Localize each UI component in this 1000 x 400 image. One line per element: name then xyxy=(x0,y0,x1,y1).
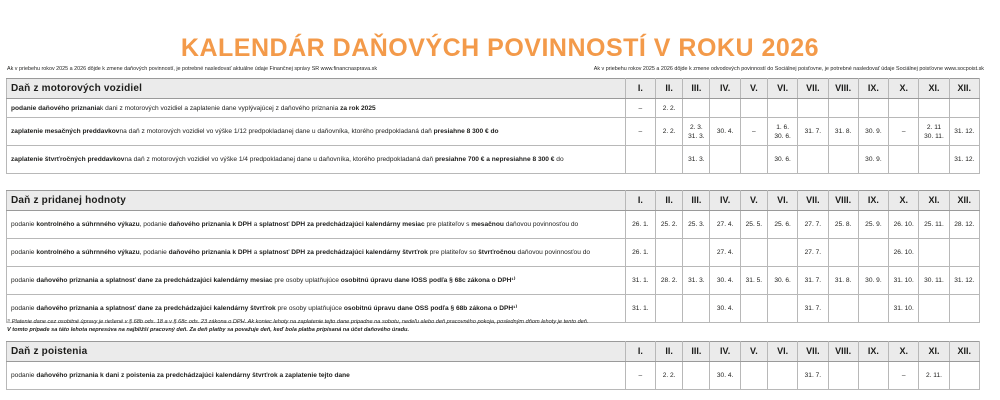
deadline-cell xyxy=(683,99,710,118)
deadline-cell xyxy=(919,99,949,118)
deadline-cell xyxy=(740,239,767,267)
financial-authority-note: Ak v priebehu rokov 2025 a 2026 dôjde k zmene daňových povinností, je potrebné nasledovať aktuálne údaje Finančnej správy SR www.financnasprava.sk xyxy=(7,66,378,72)
month-header: VII. xyxy=(798,342,828,362)
deadline-cell: 30. 4. xyxy=(710,295,740,323)
deadline-cell: 25. 3. xyxy=(683,211,710,239)
deadline-cell xyxy=(655,146,682,174)
month-header: XII. xyxy=(949,342,979,362)
deadline-cell: 30. 9. xyxy=(858,146,888,174)
deadline-cell: 31. 3. xyxy=(683,146,710,174)
deadline-cell xyxy=(858,362,888,390)
table-row xyxy=(7,362,980,390)
deadline-cell: 26. 1. xyxy=(625,239,655,267)
social-insurance-note: Ak v priebehu rokov 2025 a 2026 dôjde k zmene odvodových povinností do Sociálnej poisťovne, je potrebné nasledovať údaje Sociálnej poisťovne www.socpoist.sk xyxy=(593,66,984,72)
deadline-cell: 30. 6. xyxy=(768,267,798,295)
obligation-description: podanie daňového priznania k dani z poistenia za predchádzajúci kalendárny štvrťrok a zaplatenie tejto dane xyxy=(7,362,626,390)
deadline-cell: 30. 11. xyxy=(919,267,949,295)
deadline-cell xyxy=(710,146,740,174)
vehicle-tax-header-row xyxy=(7,79,980,99)
deadline-cell xyxy=(858,239,888,267)
deadline-cell xyxy=(710,99,740,118)
deadline-cell xyxy=(625,146,655,174)
month-header: V. xyxy=(740,342,767,362)
deadline-cell xyxy=(798,99,828,118)
obligation-description: podanie daňového priznania a splatnosť dane za predchádzajúci kalendárny mesiac pre osoby uplatňujúce osobitnú úpravu dane IOSS podľa § 68c zákona o DPH¹⁾ xyxy=(7,267,626,295)
month-header: XI. xyxy=(919,191,949,211)
month-header: IV. xyxy=(710,342,740,362)
month-header: IX. xyxy=(858,79,888,99)
deadline-cell: 31. 8. xyxy=(828,118,858,146)
deadline-cell: 27. 4. xyxy=(710,239,740,267)
section-title: Daň z poistenia xyxy=(7,342,626,362)
deadline-cell: 31. 5. xyxy=(740,267,767,295)
month-header: X. xyxy=(889,342,919,362)
deadline-cell: 2. 11 30. 11. xyxy=(919,118,949,146)
month-header: X. xyxy=(889,79,919,99)
deadline-cell xyxy=(683,295,710,323)
month-header: IX. xyxy=(858,191,888,211)
deadline-cell xyxy=(919,295,949,323)
month-header: XI. xyxy=(919,79,949,99)
deadline-cell: 2. 2. xyxy=(655,99,682,118)
month-header: VII. xyxy=(798,79,828,99)
deadline-cell xyxy=(949,239,979,267)
deadline-cell xyxy=(740,295,767,323)
table-row xyxy=(7,239,980,267)
month-header: III. xyxy=(683,342,710,362)
deadline-cell: 31. 10. xyxy=(889,267,919,295)
table-row xyxy=(7,267,980,295)
deadline-cell: 26. 10. xyxy=(889,211,919,239)
deadline-cell xyxy=(828,239,858,267)
deadline-cell: 25. 5. xyxy=(740,211,767,239)
deadline-cell xyxy=(889,146,919,174)
deadline-cell: 28. 2. xyxy=(655,267,682,295)
deadline-cell xyxy=(828,295,858,323)
month-header: IV. xyxy=(710,191,740,211)
footnote-line-1: ¹⁾ Platenie dane cez osobitné úpravy je riešené v § 68b ods. 18 a v § 68c ods. 23 zákona o DPH. Ak koniec lehoty na zaplatenie tejto dane pripadne na sobotu, nedeľu alebo deň pracovného pokoja, posledným dňom lehoty je tento deň. xyxy=(7,319,589,325)
obligation-description: podanie daňového priznaniak dani z motorových vozidiel a zaplatenie dane vyplývajúcej z daňového priznania za rok 2025 xyxy=(7,99,626,118)
deadline-cell: – xyxy=(625,99,655,118)
deadline-cell xyxy=(949,99,979,118)
month-header: VI. xyxy=(768,342,798,362)
month-header: I. xyxy=(625,79,655,99)
month-header: II. xyxy=(655,191,682,211)
deadline-cell: – xyxy=(625,362,655,390)
month-header: V. xyxy=(740,191,767,211)
month-header: I. xyxy=(625,342,655,362)
deadline-cell xyxy=(919,146,949,174)
insurance-tax-header-row xyxy=(7,342,980,362)
deadline-cell: 31. 1. xyxy=(625,267,655,295)
deadline-cell xyxy=(768,362,798,390)
month-header: III. xyxy=(683,79,710,99)
deadline-cell: – xyxy=(625,118,655,146)
month-header: II. xyxy=(655,342,682,362)
vehicle-tax-table xyxy=(6,78,980,174)
deadline-cell: 25. 8. xyxy=(828,211,858,239)
deadline-cell: – xyxy=(740,118,767,146)
deadline-cell xyxy=(949,295,979,323)
page-title: KALENDÁR DAŇOVÝCH POVINNOSTÍ V ROKU 2026 xyxy=(180,34,820,62)
section-title: Daň z pridanej hodnoty xyxy=(7,191,626,211)
deadline-cell: 31. 8. xyxy=(828,267,858,295)
deadline-cell: 2. 3. 31. 3. xyxy=(683,118,710,146)
vat-header-row xyxy=(7,191,980,211)
deadline-cell: 31. 7. xyxy=(798,118,828,146)
deadline-cell xyxy=(889,99,919,118)
deadline-cell xyxy=(768,99,798,118)
deadline-cell: 30. 4. xyxy=(710,267,740,295)
table-row xyxy=(7,118,980,146)
deadline-cell: 31. 10. xyxy=(889,295,919,323)
month-header: III. xyxy=(683,191,710,211)
deadline-cell: – xyxy=(889,118,919,146)
deadline-cell: 27. 7. xyxy=(798,211,828,239)
deadline-cell: 28. 12. xyxy=(949,211,979,239)
deadline-cell: 30. 6. xyxy=(768,146,798,174)
deadline-cell: 27. 4. xyxy=(710,211,740,239)
footnote-line-2: V tomto prípade sa táto lehota nepresúva na najbližší pracovný deň. Za deň platby sa považuje deň, keď bola platba pripísaná na účet daňového úradu. xyxy=(7,327,410,333)
deadline-cell xyxy=(768,295,798,323)
deadline-cell xyxy=(828,362,858,390)
deadline-cell: 31. 12. xyxy=(949,267,979,295)
month-header: VI. xyxy=(768,79,798,99)
deadline-cell xyxy=(740,146,767,174)
deadline-cell xyxy=(683,362,710,390)
deadline-cell: 30. 4. xyxy=(710,362,740,390)
deadline-cell: 25. 6. xyxy=(768,211,798,239)
month-header: VII. xyxy=(798,191,828,211)
deadline-cell: 30. 4. xyxy=(710,118,740,146)
deadline-cell xyxy=(740,362,767,390)
deadline-cell xyxy=(655,239,682,267)
vat-table xyxy=(6,190,980,323)
month-header: XII. xyxy=(949,191,979,211)
deadline-cell: 31. 12. xyxy=(949,146,979,174)
deadline-cell: 27. 7. xyxy=(798,239,828,267)
insurance-tax-table xyxy=(6,341,980,390)
deadline-cell xyxy=(740,99,767,118)
deadline-cell: 26. 1. xyxy=(625,211,655,239)
month-header: XI. xyxy=(919,342,949,362)
obligation-description: podanie kontrolného a súhrnného výkazu, podanie daňového priznania k DPH a splatnosť DPH za predchádzajúci kalendárny mesiac pre platiteľov s mesačnou daňovou povinnosťou do xyxy=(7,211,626,239)
table-row xyxy=(7,146,980,174)
obligation-description: zaplatenie mesačných preddavkovna daň z motorových vozidiel vo výške 1/12 predpokladanej dane u daňovníka, ktorého predpokladaná daň presiahne 8 300 € do xyxy=(7,118,626,146)
section-title: Daň z motorových vozidiel xyxy=(7,79,626,99)
deadline-cell: 30. 9. xyxy=(858,118,888,146)
deadline-cell xyxy=(919,239,949,267)
deadline-cell: 31. 3. xyxy=(683,267,710,295)
deadline-cell: 25. 9. xyxy=(858,211,888,239)
footnote xyxy=(7,318,588,334)
deadline-cell: 31. 1. xyxy=(625,295,655,323)
obligation-description: podanie daňového priznania a splatnosť dane za predchádzajúci kalendárny štvrťrok pre osoby uplatňujúce osobitnú úpravu dane OSS podľa § 68b zákona o DPH¹⁾ xyxy=(7,295,626,323)
deadline-cell: 2. 2. xyxy=(655,362,682,390)
month-header: XII. xyxy=(949,79,979,99)
month-header: II. xyxy=(655,79,682,99)
table-row xyxy=(7,99,980,118)
month-header: VIII. xyxy=(828,342,858,362)
month-header: IX. xyxy=(858,342,888,362)
deadline-cell xyxy=(949,362,979,390)
deadline-cell: 31. 7. xyxy=(798,295,828,323)
deadline-cell xyxy=(858,99,888,118)
deadline-cell: 25. 2. xyxy=(655,211,682,239)
deadline-cell: 26. 10. xyxy=(889,239,919,267)
month-header: VIII. xyxy=(828,79,858,99)
month-header: VIII. xyxy=(828,191,858,211)
obligation-description: zaplatenie štvrťročných preddavkovna daň z motorových vozidiel vo výške 1/4 predpokladanej dane u daňovníka, ktorého predpokladaná daň presiahne 700 € a nepresiahne 8 300 € do xyxy=(7,146,626,174)
deadline-cell xyxy=(798,146,828,174)
deadline-cell xyxy=(655,295,682,323)
obligation-description: podanie kontrolného a súhrnného výkazu, podanie daňového priznania k DPH a splatnosť DPH za predchádzajúci kalendárny štvrťrok pre platiteľov so štvrťročnou daňovou povinnosťou do xyxy=(7,239,626,267)
deadline-cell xyxy=(858,295,888,323)
month-header: V. xyxy=(740,79,767,99)
deadline-cell: 25. 11. xyxy=(919,211,949,239)
deadline-cell: 2. 2. xyxy=(655,118,682,146)
deadline-cell: 31. 12. xyxy=(949,118,979,146)
month-header: X. xyxy=(889,191,919,211)
month-header: VI. xyxy=(768,191,798,211)
month-header: IV. xyxy=(710,79,740,99)
table-row xyxy=(7,211,980,239)
deadline-cell: 2. 11. xyxy=(919,362,949,390)
deadline-cell: 31. 7. xyxy=(798,267,828,295)
deadline-cell xyxy=(828,146,858,174)
deadline-cell: – xyxy=(889,362,919,390)
deadline-cell xyxy=(683,239,710,267)
deadline-cell xyxy=(768,239,798,267)
deadline-cell xyxy=(828,99,858,118)
deadline-cell: 30. 9. xyxy=(858,267,888,295)
month-header: I. xyxy=(625,191,655,211)
deadline-cell: 31. 7. xyxy=(798,362,828,390)
deadline-cell: 1. 6. 30. 6. xyxy=(768,118,798,146)
